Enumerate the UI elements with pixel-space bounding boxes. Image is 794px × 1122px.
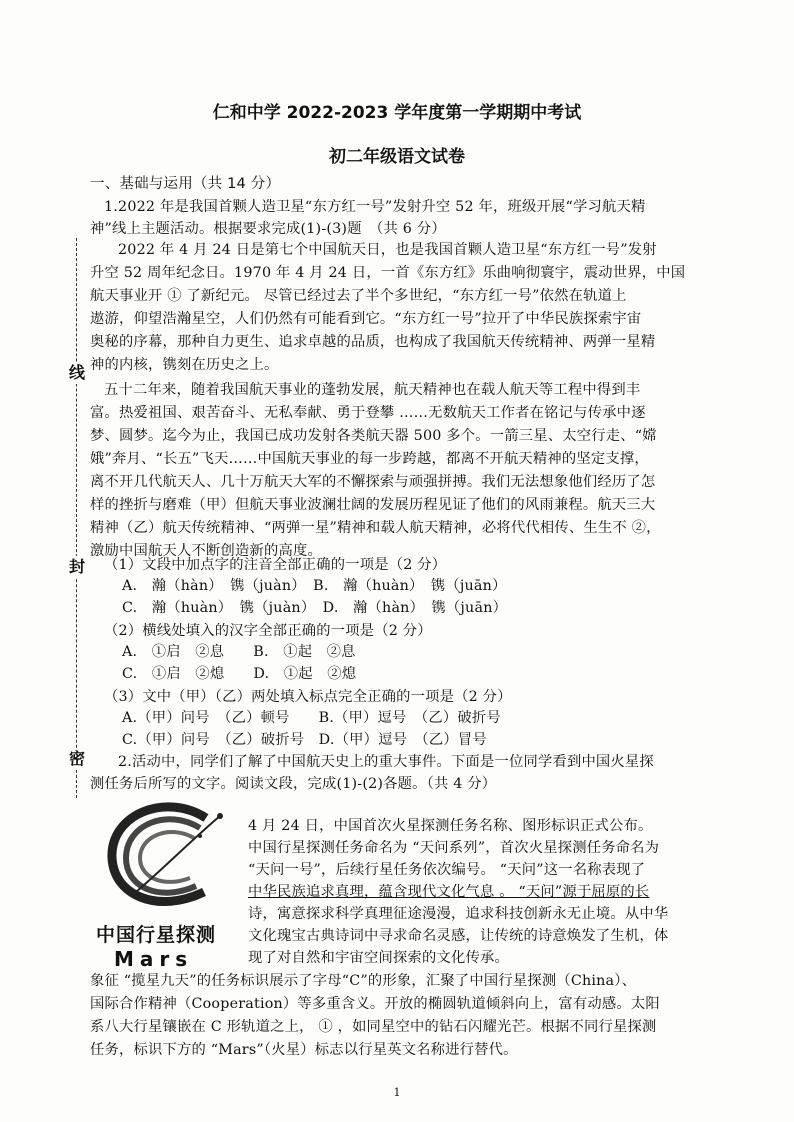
subquestion-stem: （2）横线处填入的汉字全部正确的一项是（2 分） xyxy=(104,623,432,639)
mars-line: 中华民族追求真理，蕴含现代文化气息 。 “天问”源于屈原的长 xyxy=(248,884,650,900)
passage-line: 遨游，仰望浩瀚星空，人们仍然有可能看到它。“东方红一号”拉开了中华民族探索宇宙 xyxy=(90,311,642,327)
mars-line: 4 月 24 日，中国首次火星探测任务名称、图形标识正式公布。 xyxy=(248,818,653,834)
section-heading: 一、基础与运用（共 14 分） xyxy=(90,176,281,192)
q1-line: 1.2022 年是我国首颗人造卫星“东方红一号”发射升空 52 年，班级开展“学习航天精 xyxy=(104,199,646,215)
mars-line: 现了对自然和宇宙空间探索的文化传承。 xyxy=(248,950,509,966)
subquestion-stem: （1）文段中加点字的注音全部正确的一项是（2 分） xyxy=(104,557,447,573)
mars-line: 系八大行星镶嵌在 C 形轨道之上， ① ，如同星空中的钻石闪耀光芒。根据不同行星探测 xyxy=(90,1019,657,1035)
q1-line: 神”线上主题活动。根据要求完成(1)-(3)题 （共 6 分） xyxy=(90,221,446,237)
option-row: A. 瀚（hàn） 镌（juàn） B. 瀚（huàn） 镌（juān） xyxy=(122,578,507,594)
mars-line: 诗，寓意探求科学真理征途漫漫，追求科技创新永无止境。从中华 xyxy=(248,906,669,922)
option-row: C. ①启 ②熄 D. ①起 ②熄 xyxy=(122,666,357,682)
mars-line: 文化瑰宝古典诗词中寻求命名灵感，让传统的诗意焕发了生机，体 xyxy=(248,928,669,944)
subquestion-stem: （3）文中（甲）（乙）两处填入标点完全正确的一项是（2 分） xyxy=(104,689,512,705)
passage-line: 离不开几代航天人、几十万航天大军的不懈探索与顽强拼搏。我们无法想象他们经历了怎 xyxy=(90,474,656,490)
margin-char-xian: 线 xyxy=(66,362,88,384)
passage-line: 激励中国航天人不断创造新的高度。 xyxy=(90,543,322,559)
passage-line: 奥秘的序幕，那种自力更生、追求卓越的品质，也构成了我国航天传统精神、两弹一星精 xyxy=(90,334,656,350)
passage-line: 五十二年来，随着我国航天事业的蓬勃发展，航天精神也在载人航天等工程中得到丰 xyxy=(104,382,641,398)
option-row: C.（甲）问号 （乙）破折号 D.（甲）逗号 （乙）冒号 xyxy=(122,732,487,748)
logo-text-en: Mars xyxy=(114,947,194,971)
mars-line: 任务，标识下方的 “Mars”（火星）标志以行星英文名称进行替代。 xyxy=(90,1042,518,1058)
mars-mission-logo xyxy=(96,796,236,971)
q2-line: 2.活动中，同学们了解了中国航天史上的重大事件。下面是一位同学看到中国火星探 xyxy=(118,754,654,770)
mars-line: 国际合作精神（Cooperation）等多重含义。开放的椭圆轨道倾斜向上，富有动感。太阳 xyxy=(90,996,660,1012)
mars-line: “天问一号”，后续行星任务依次编号。 “天问”这一名称表现了 xyxy=(248,862,646,878)
option-row: C. 瀚（huàn） 镌（juàn） D. 瀚（hàn） 镌（juān） xyxy=(122,600,508,616)
passage-line: 梦、圆梦。迄今为止，我国已成功发射各类航天器 500 多个。一箭三星、太空行走、“嫦 xyxy=(90,428,657,444)
passage-line: 精神（乙）航天传统精神、“两弹一星”精神和载人航天精神，必将代代相传、生生不 ②， xyxy=(90,520,661,536)
passage-line: 航天事业开 ① 了新纪元。 尽管已经过去了半个多世纪，“东方红一号”依然在轨道上 xyxy=(90,288,627,304)
mars-line: 象征 “揽星九天”的任务标识展示了字母“C”的形象，汇聚了中国行星探测（China）、 xyxy=(90,973,637,989)
passage-line: 神的内核，镌刻在历史之上。 xyxy=(90,357,279,373)
passage-line: 富。热爱祖国、艰苦奋斗、无私奉献、勇于登攀 ……无数航天工作者在铭记与传承中逐 xyxy=(90,405,646,421)
passage-line: 2022 年 4 月 24 日是第七个中国航天日，也是我国首颗人造卫星“东方红一号”发射 xyxy=(118,242,657,258)
logo-orbit-graphic xyxy=(96,796,236,916)
passage-line: 升空 52 周年纪念日。1970 年 4 月 24 日，一首《东方红》乐曲响彻寰宇，震动世界，中国 xyxy=(90,265,686,281)
passage-line: 娥”奔月、“长五”飞天……中国航天事业的每一步跨越，都离不开航天精神的坚定支撑， xyxy=(90,451,649,467)
page-number: 1 xyxy=(393,1086,401,1099)
logo-text-cn: 中国行星探测 xyxy=(96,924,217,946)
page-title: 仁和中学 2022-2023 学年度第一学期期中考试 xyxy=(212,103,582,123)
margin-char-mi: 密 xyxy=(66,748,88,770)
option-row: A.（甲）问号 （乙）顿号 B.（甲）逗号 （乙）破折号 xyxy=(122,710,501,726)
q2-line: 测任务后所写的文字。阅读文段，完成(1)-(2)各题。（共 4 分） xyxy=(90,776,497,792)
margin-char-feng: 封 xyxy=(66,556,88,578)
mars-line: 中国行星探测任务命名为 “天问系列”，首次火星探测任务命名为 xyxy=(248,840,660,856)
page-subtitle: 初二年级语文试卷 xyxy=(329,147,465,167)
binding-dashed-line xyxy=(76,238,77,798)
option-row: A. ①启 ②息 B. ①起 ②息 xyxy=(122,644,356,660)
passage-line: 样的挫折与磨难（甲）但航天事业波澜壮阔的发展历程见证了他们的风雨兼程。航天三大 xyxy=(90,497,656,513)
